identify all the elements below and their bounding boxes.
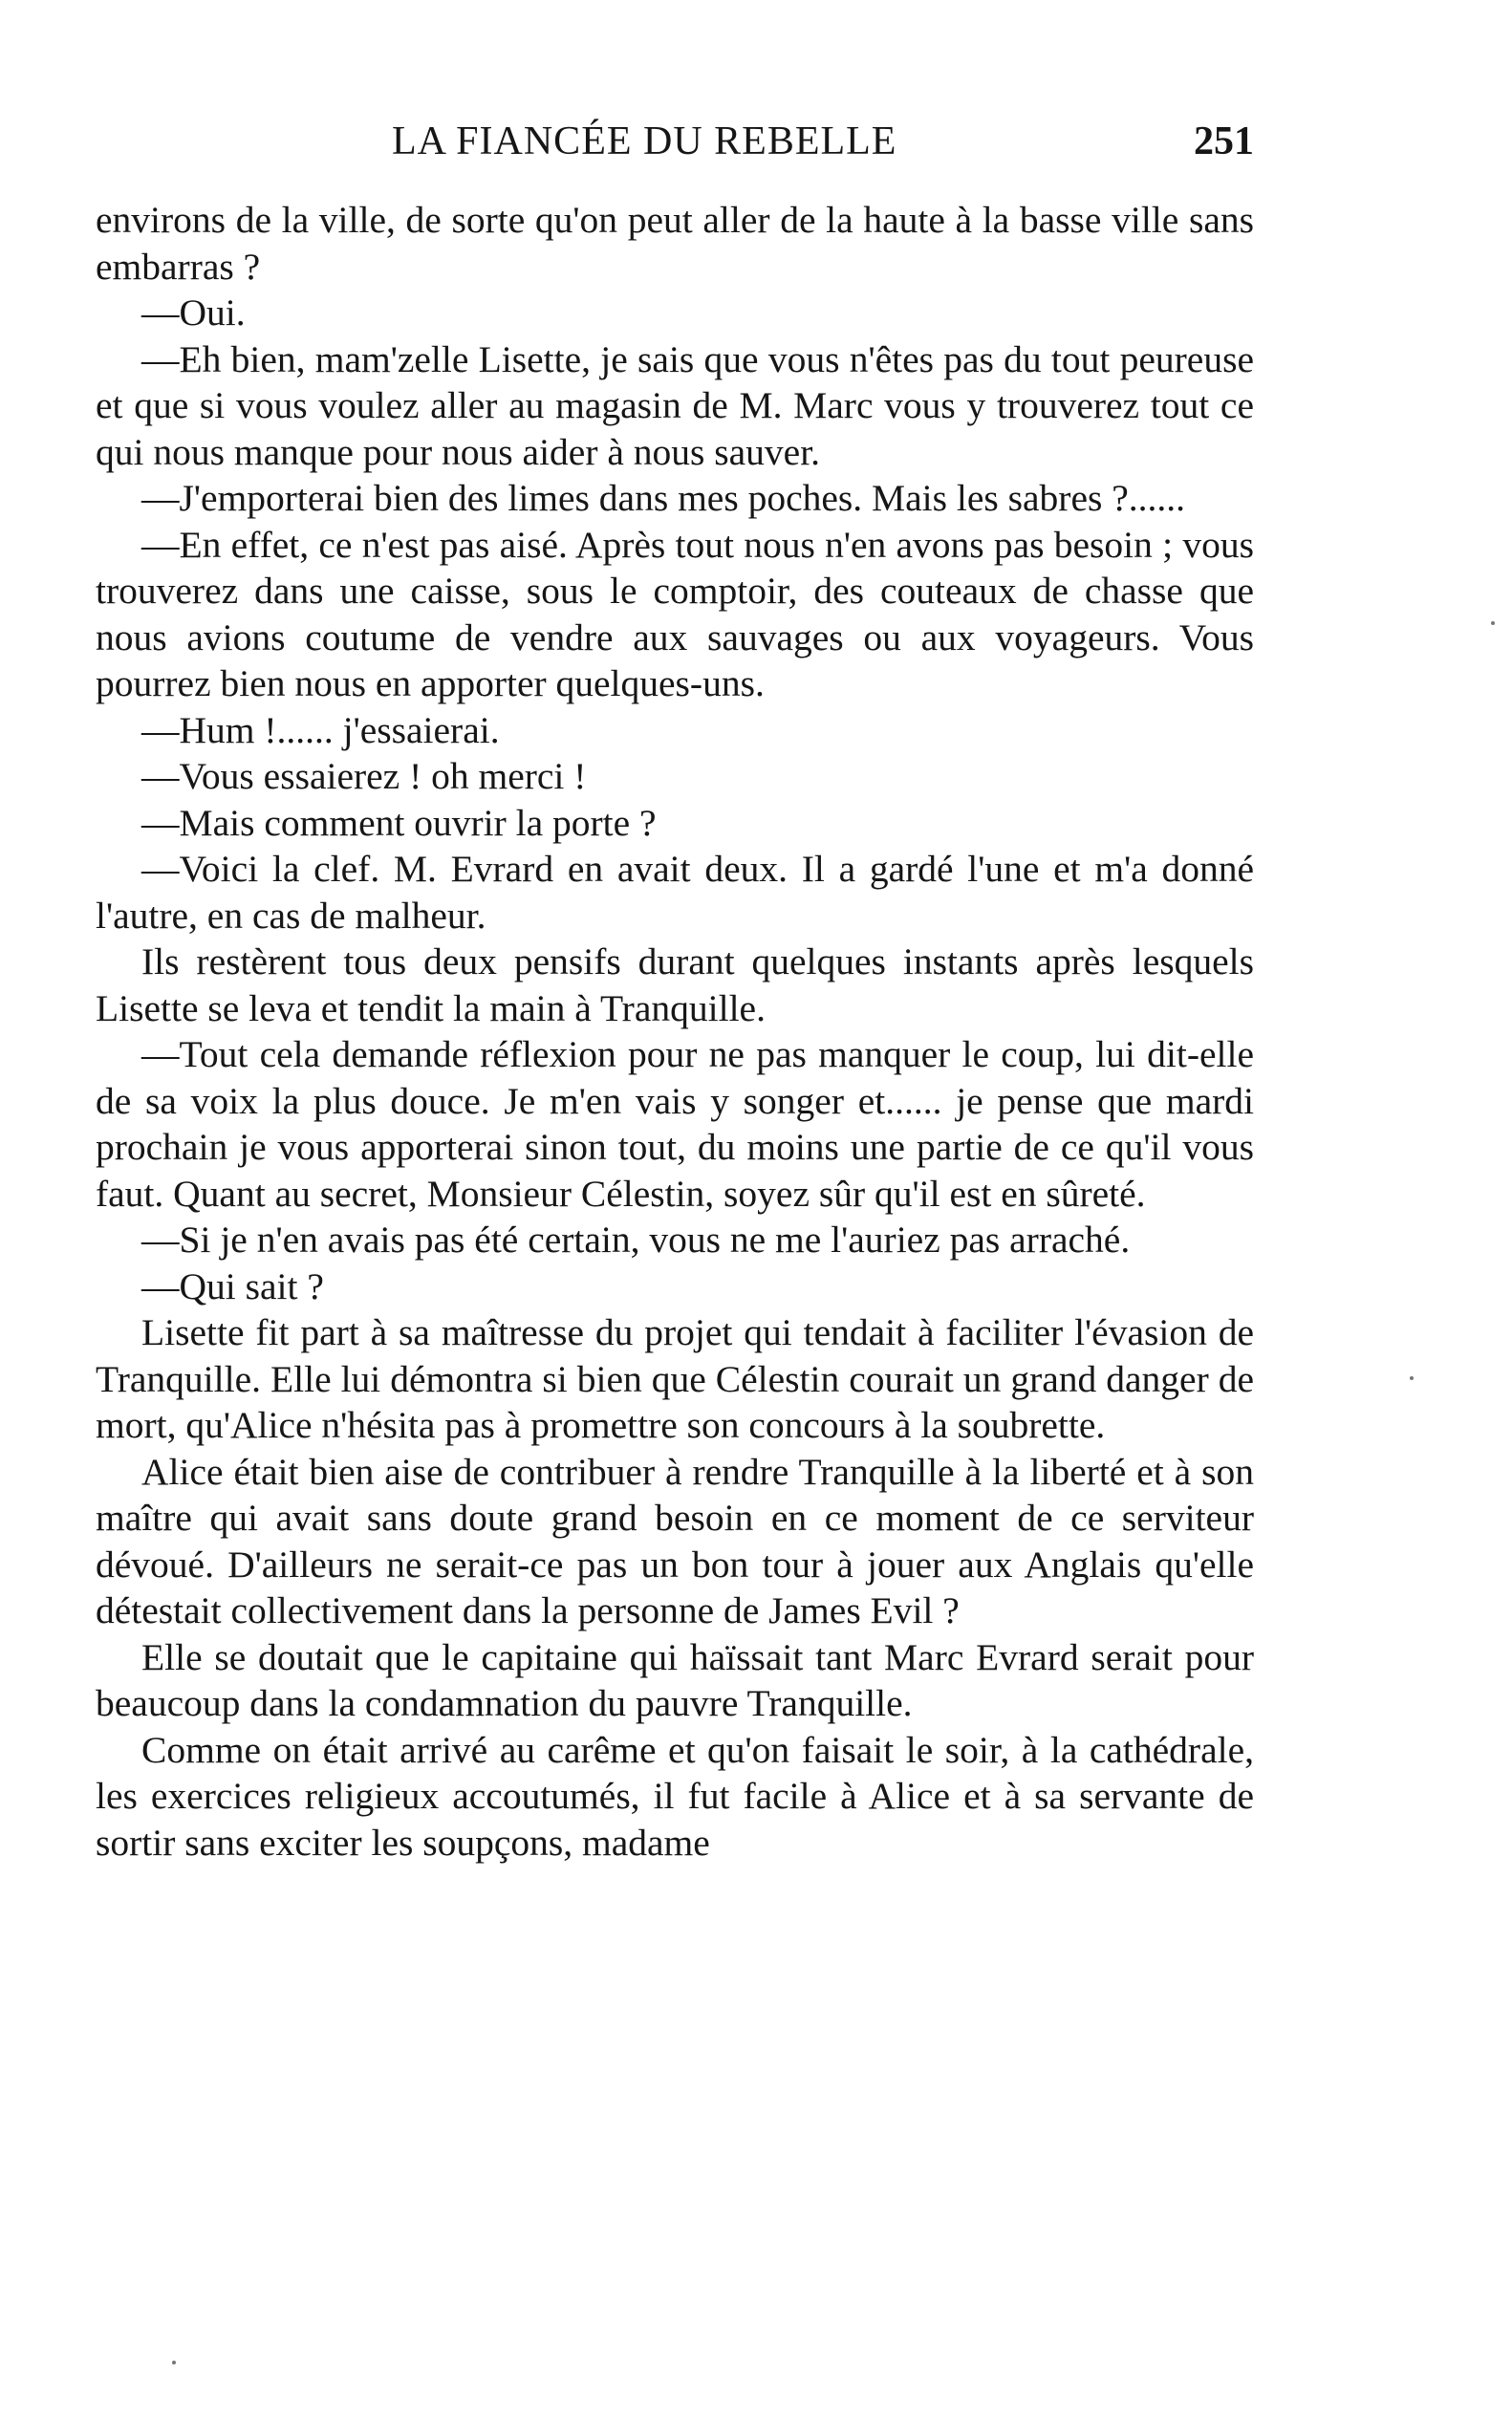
page-number: 251 (1194, 119, 1254, 163)
paragraph: Lisette fit part à sa maîtresse du projet qui tendait à faciliter l'évasion de Tranquille. Elle lui démontra si bien que Célestin courait un grand danger de mort, qu'Alice n'hésita pas à promettre son concours à la soubrette. (96, 1311, 1254, 1446)
paragraph: Ils restèrent tous deux pensifs durant quelques instants après lesquels Lisette se leva et tendit la main à Tranquille. (96, 940, 1254, 1029)
page-header (96, 113, 1254, 170)
paragraph: —Tout cela demande réflexion pour ne pas manquer le coup, lui dit-elle de sa voix la plus douce. Je m'en vais y songer et...... je pense que mardi prochain je vous apporterai sinon tout, du moins une partie de ce qu'il vous faut. Quant au secret, Monsieur Célestin, soyez sûr qu'il est en sûreté. (96, 1033, 1254, 1215)
scan-speck (1410, 1376, 1414, 1380)
running-title: LA FIANCÉE DU REBELLE (392, 119, 897, 163)
paragraph: —Voici la clef. M. Evrard en avait deux. Il a gardé l'une et m'a donné l'autre, en cas de malheur. (96, 848, 1254, 937)
paragraph: Elle se doutait que le capitaine qui haïssait tant Marc Evrard serait pour beaucoup dans la condamnation du pauvre Tranquille. (96, 1635, 1254, 1724)
scan-speck (1491, 621, 1495, 625)
paragraph: —Vous essaierez ! oh merci ! (141, 755, 587, 797)
paragraph: —Mais comment ouvrir la porte ? (141, 801, 657, 844)
paragraph: —Oui. (141, 291, 246, 334)
paragraph: —Si je n'en avais pas été certain, vous ne me l'auriez pas arraché. (141, 1219, 1131, 1261)
paragraph: —Eh bien, mam'zelle Lisette, je sais que vous n'êtes pas du tout peureuse et que si vous voulez aller au magasin de M. Marc vous y trouverez tout ce qui nous manque pour nous aider à nous sauver. (96, 337, 1254, 473)
paragraph: environs de la ville, de sorte qu'on peut aller de la haute à la basse ville sans embarras ? (96, 199, 1254, 288)
paragraph: —Qui sait ? (141, 1264, 324, 1307)
body-text (96, 197, 1254, 1866)
paragraph: Alice était bien aise de contribuer à rendre Tranquille à la liberté et à son maître qui avait sans doute grand besoin en ce moment de ce serviteur dévoué. D'ailleurs ne serait-ce pas un bon tour à jouer aux Anglais qu'elle détestait collectivement dans la personne de James Evil ? (96, 1450, 1254, 1631)
paragraph: —J'emporterai bien des limes dans mes poches. Mais les sabres ?...... (141, 477, 1186, 519)
paragraph: —Hum !...... j'essaierai. (141, 708, 500, 751)
scan-speck (172, 2361, 176, 2364)
paragraph: Comme on était arrivé au carême et qu'on faisait le soir, à la cathédrale, les exercices religieux accoutumés, il fut facile à Alice et à sa servante de sortir sans exciter les soupçons, madame (96, 1728, 1254, 1864)
paragraph: —En effet, ce n'est pas aisé. Après tout nous n'en avons pas besoin ; vous trouverez dans une caisse, sous le comptoir, des couteaux de chasse que nous avions coutume de vendre aux sauvages ou aux voyageurs. Vous pourrez bien nous en apporter quelques-uns. (96, 523, 1254, 704)
book-page (96, 113, 1254, 2311)
